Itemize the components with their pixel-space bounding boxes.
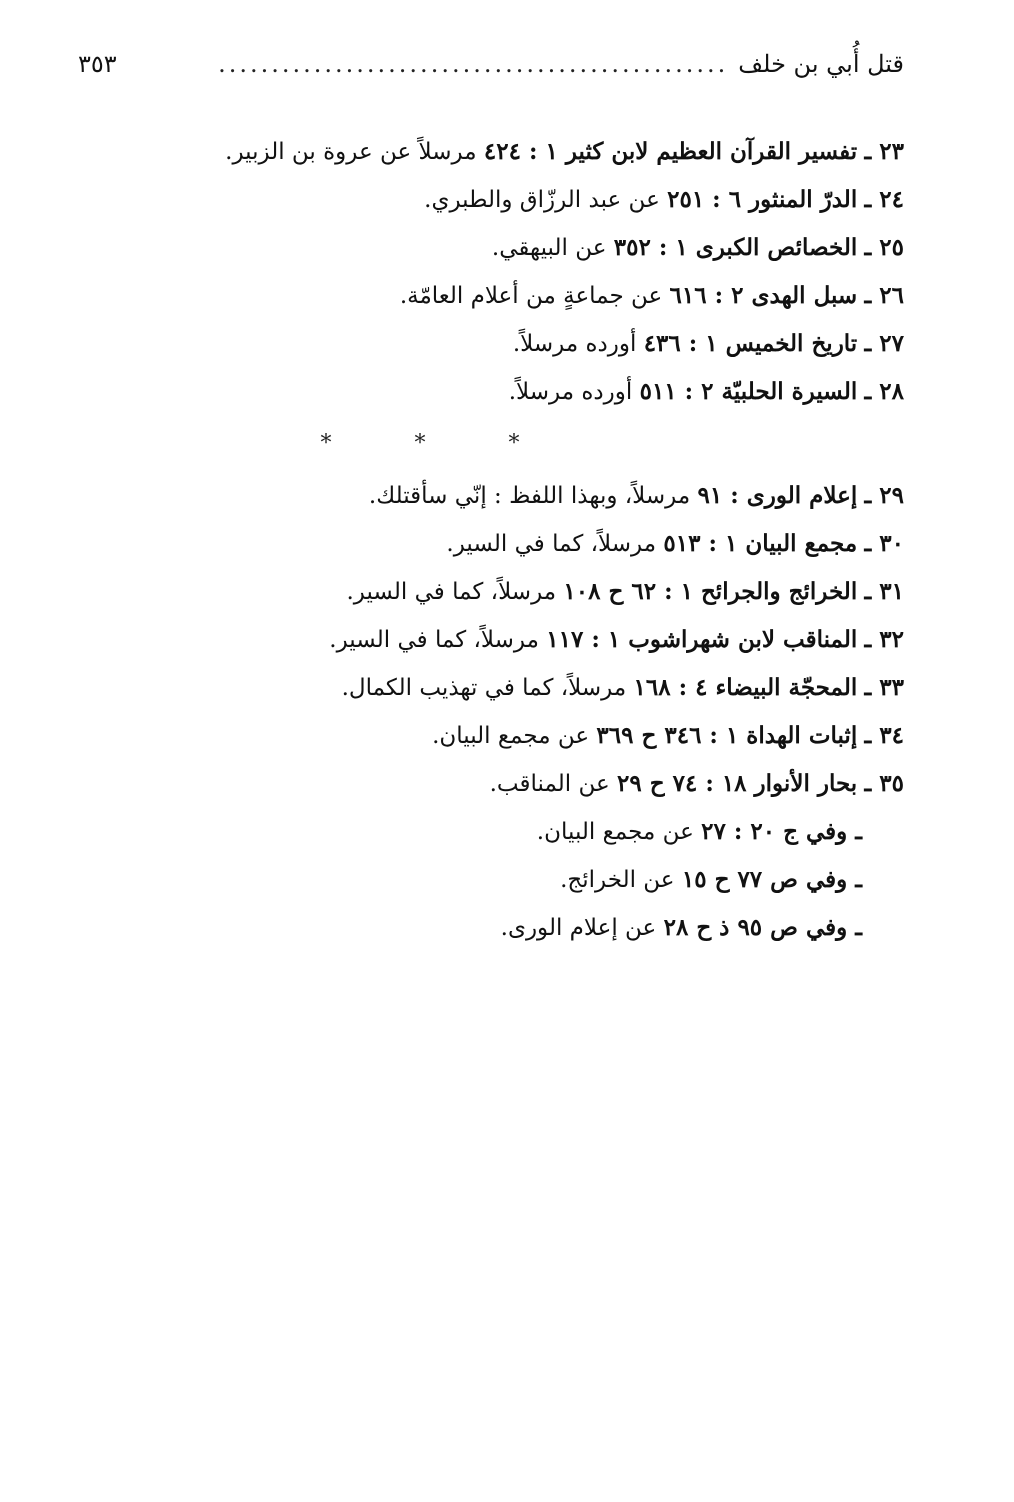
reference-entry-34 [204, 712, 904, 760]
reference-entry-30 [204, 520, 904, 568]
source-note: مرسلاً، كما في السير. [346, 579, 564, 605]
reference-entry-27 [204, 320, 904, 368]
source-citation: الخرائج والجرائح ١ : ٦٢ ح ١٠٨ [563, 578, 858, 605]
references-list [204, 128, 904, 952]
entry-number: ٢٨ ـ [864, 378, 904, 405]
reference-sub-entry [204, 856, 904, 904]
source-citation: السيرة الحلبيّة ٢ : ٥١١ [639, 378, 858, 405]
source-citation: إعلام الورى : ٩١ [697, 482, 858, 509]
entry-number: ٣٤ ـ [864, 722, 904, 749]
reference-sub-entry [204, 808, 904, 856]
source-note: مرسلاً عن عروة بن الزبير. [225, 139, 484, 165]
reference-entry-29 [204, 472, 904, 520]
source-citation: الدرّ المنثور ٦ : ٢٥١ [667, 186, 858, 213]
entry-number: ٢٥ ـ [864, 234, 904, 261]
reference-sub-entry [204, 904, 904, 952]
source-note: عن عبد الرزّاق والطبري. [424, 187, 668, 213]
entry-number: ٣١ ـ [864, 578, 904, 605]
asterism-separator: * * * [320, 431, 558, 456]
entry-number: ٣٢ ـ [864, 626, 904, 653]
source-note: عن مجمع البيان. [536, 819, 702, 845]
reference-entry-24 [204, 176, 904, 224]
source-note: عن البيهقي. [491, 235, 614, 261]
entry-number: ٢٩ ـ [864, 482, 904, 509]
entry-number: ٢٧ ـ [864, 330, 904, 357]
source-note: مرسلاً، كما في السير. [329, 627, 547, 653]
source-citation: ـ وفي ص ٩٥ ذ ح ٢٨ [663, 914, 862, 941]
source-citation: بحار الأنوار ١٨ : ٧٤ ح ٢٩ [617, 770, 858, 797]
source-citation: تاريخ الخميس ١ : ٤٣٦ [643, 330, 858, 357]
source-note: مرسلاً، كما في السير. [446, 531, 664, 557]
reference-entry-26 [204, 272, 904, 320]
entry-number: ٣٠ ـ [864, 530, 904, 557]
source-note: عن مجمع البيان. [432, 723, 597, 749]
source-note: مرسلاً، كما في تهذيب الكمال. [341, 675, 634, 701]
reference-entry-23 [204, 128, 904, 176]
source-note: عن جماعةٍ من أعلام العامّة. [399, 283, 670, 309]
reference-entry-25 [204, 224, 904, 272]
source-note: مرسلاً، وبهذا اللفظ : إنّي سأقتلك. [368, 483, 698, 509]
reference-entry-33 [204, 664, 904, 712]
entry-number: ٢٤ ـ [864, 186, 904, 213]
source-citation: ـ وفي ج ٢٠ : ٢٧ [701, 818, 862, 845]
source-citation: المحجّة البيضاء ٤ : ١٦٨ [633, 674, 858, 701]
entry-number: ٣٥ ـ [864, 770, 904, 797]
source-note: أورده مرسلاً. [508, 379, 640, 405]
reference-entry-28 [204, 368, 904, 416]
source-citation: ـ وفي ص ٧٧ ح ١٥ [681, 866, 862, 893]
source-note: عن المناقب. [489, 771, 617, 797]
source-citation: مجمع البيان ١ : ٥١٣ [663, 530, 858, 557]
reference-entry-32 [204, 616, 904, 664]
source-note: عن الخرائج. [560, 867, 682, 893]
page-number: ٣٥٣ [78, 50, 117, 78]
leader-dots: ................................................ [218, 50, 729, 78]
chapter-title: قتل أُبي بن خلف [738, 50, 904, 78]
entry-number: ٢٣ ـ [864, 138, 904, 165]
entry-number: ٣٣ ـ [864, 674, 904, 701]
source-note: أورده مرسلاً. [512, 331, 644, 357]
source-citation: تفسير القرآن العظيم لابن كثير ١ : ٤٢٤ [483, 138, 858, 165]
source-citation: الخصائص الكبرى ١ : ٣٥٢ [613, 234, 858, 261]
running-header [78, 50, 904, 90]
reference-entry-31 [204, 568, 904, 616]
reference-entry-35 [204, 760, 904, 808]
source-citation: المناقب لابن شهراشوب ١ : ١١٧ [546, 626, 858, 653]
source-note: عن إعلام الورى. [500, 915, 664, 941]
entry-number: ٢٦ ـ [864, 282, 904, 309]
source-citation: إثبات الهداة ١ : ٣٤٦ ح ٣٦٩ [596, 722, 858, 749]
source-citation: سبل الهدى ٢ : ٦١٦ [669, 282, 858, 309]
